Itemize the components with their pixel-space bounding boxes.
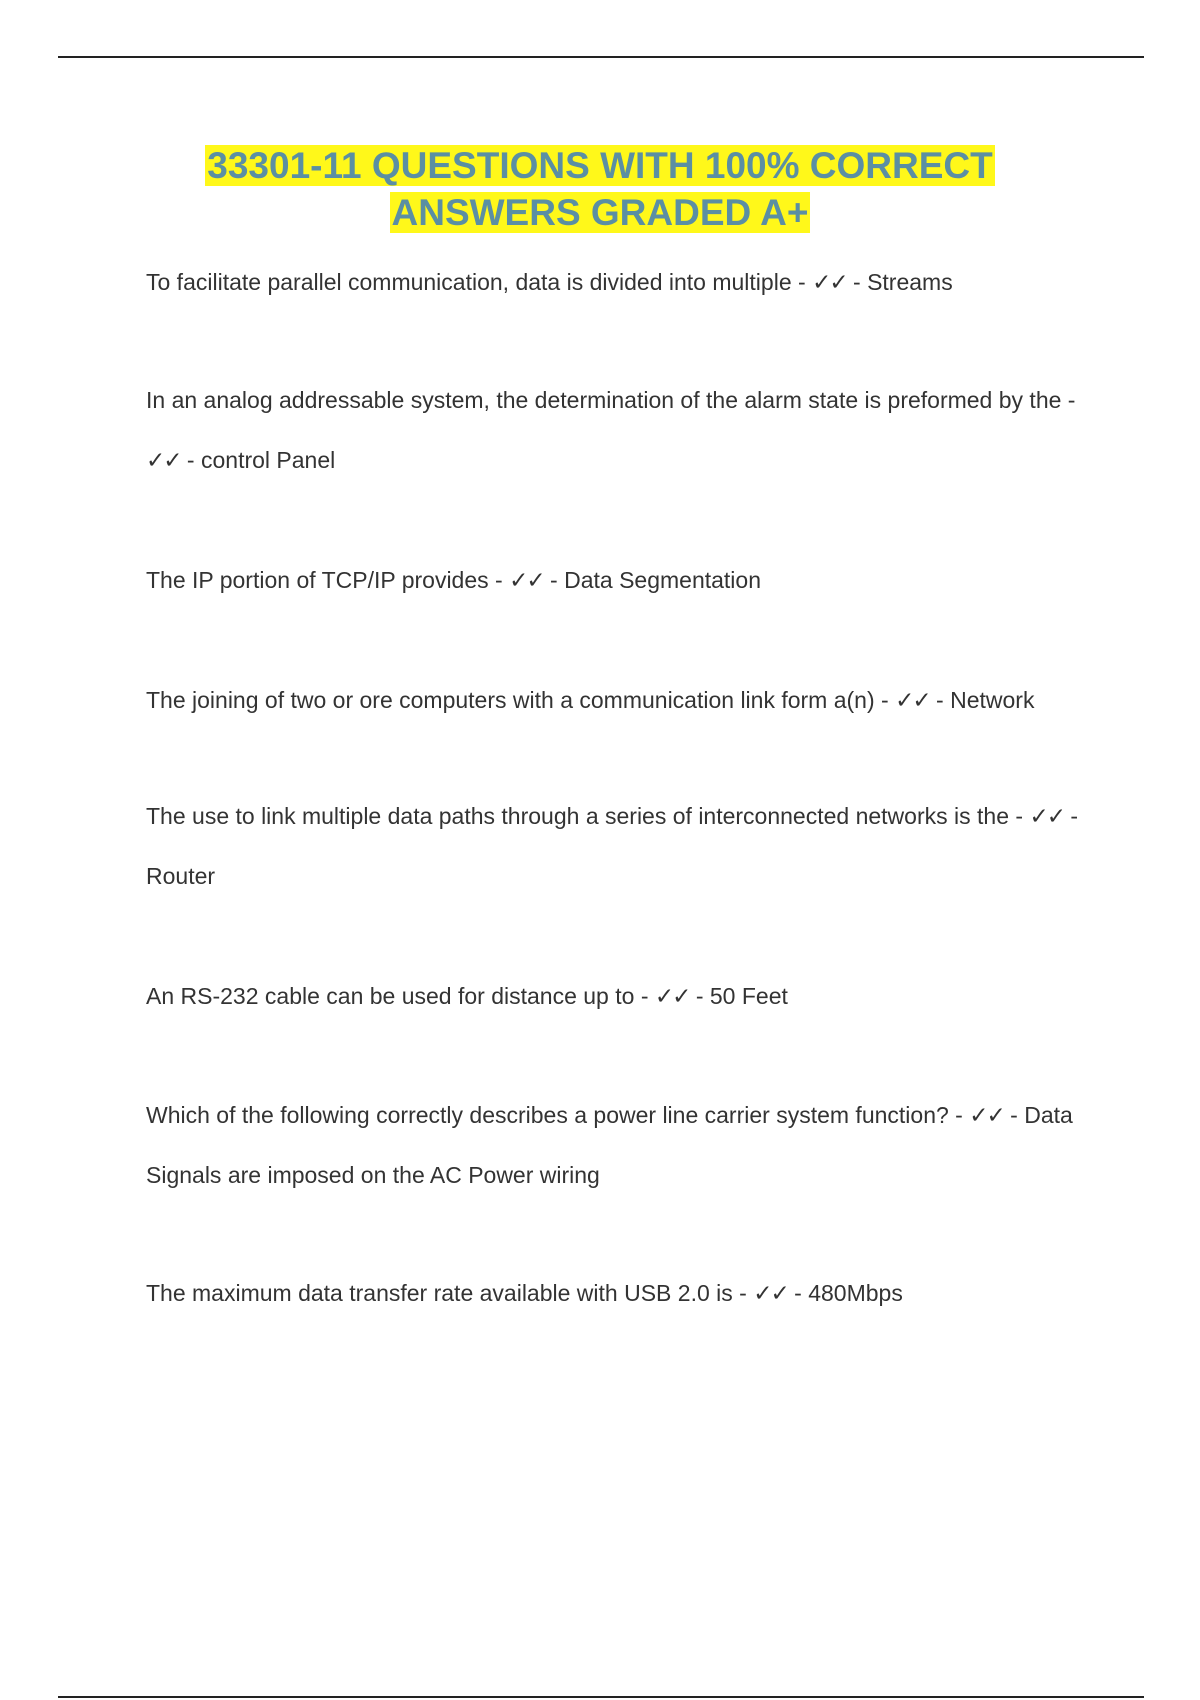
double-check-icon: ✓✓ <box>509 567 544 593</box>
question-text: To facilitate parallel communication, data is divided into multiple <box>146 269 792 295</box>
title-line-2: ANSWERS GRADED A+ <box>391 192 809 233</box>
double-check-icon: ✓✓ <box>654 983 690 1009</box>
answer-text: Streams <box>867 269 953 295</box>
bottom-rule <box>58 1696 1144 1698</box>
answer-text: Data Signals are imposed on the AC Power wiring <box>146 1102 1073 1188</box>
answer-text: 50 Feet <box>709 983 788 1009</box>
question-text: The IP portion of TCP/IP provides <box>146 567 489 593</box>
qa-item: The IP portion of TCP/IP provides - ✓✓ - Data Segmentation <box>146 567 761 593</box>
double-check-icon: ✓✓ <box>812 269 847 295</box>
double-check-icon: ✓✓ <box>1029 803 1064 829</box>
answer-text: Network <box>950 687 1035 713</box>
answer-text: 480Mbps <box>808 1280 903 1306</box>
double-check-icon: ✓✓ <box>753 1280 788 1306</box>
qa-item: Which of the following correctly describes a power line carrier system function? - ✓✓ - Data Signals are imposed on the AC Power wiring <box>146 1102 1073 1188</box>
qa-item: The maximum data transfer rate available with USB 2.0 is - ✓✓ - 480Mbps <box>146 1280 903 1306</box>
double-check-icon: ✓✓ <box>969 1102 1004 1128</box>
qa-item: In an analog addressable system, the determination of the alarm state is preformed by the - ✓✓ - control Panel <box>146 387 1076 473</box>
qa-item: The joining of two or ore computers with a communication link form a(n) - ✓✓ - Network <box>146 687 1035 713</box>
double-check-icon: ✓✓ <box>895 687 930 713</box>
document-title <box>0 142 1200 236</box>
question-text: The joining of two or ore computers with a communication link form a(n) <box>146 687 875 713</box>
question-text: The use to link multiple data paths through a series of interconnected networks is the <box>146 803 1009 829</box>
answer-text: Router <box>146 863 216 889</box>
question-text: An RS-232 cable can be used for distance up to <box>146 983 635 1009</box>
answer-text: Data Segmentation <box>564 567 761 593</box>
question-text: The maximum data transfer rate available with USB 2.0 is <box>146 1280 733 1306</box>
top-rule <box>58 56 1144 58</box>
question-text: In an analog addressable system, the determination of the alarm state is preformed by the <box>146 387 1062 413</box>
answer-text: control Panel <box>201 447 336 473</box>
qa-item: An RS-232 cable can be used for distance up to - ✓✓ - 50 Feet <box>146 983 788 1009</box>
double-check-icon: ✓✓ <box>146 447 181 473</box>
title-line-1: 33301-11 QUESTIONS WITH 100% CORRECT <box>207 145 993 186</box>
question-text: Which of the following correctly describes a power line carrier system function? <box>146 1102 949 1128</box>
qa-item: The use to link multiple data paths through a series of interconnected networks is the - ✓✓ - Router <box>146 803 1079 889</box>
qa-item: To facilitate parallel communication, data is divided into multiple - ✓✓ - Streams <box>146 269 953 295</box>
